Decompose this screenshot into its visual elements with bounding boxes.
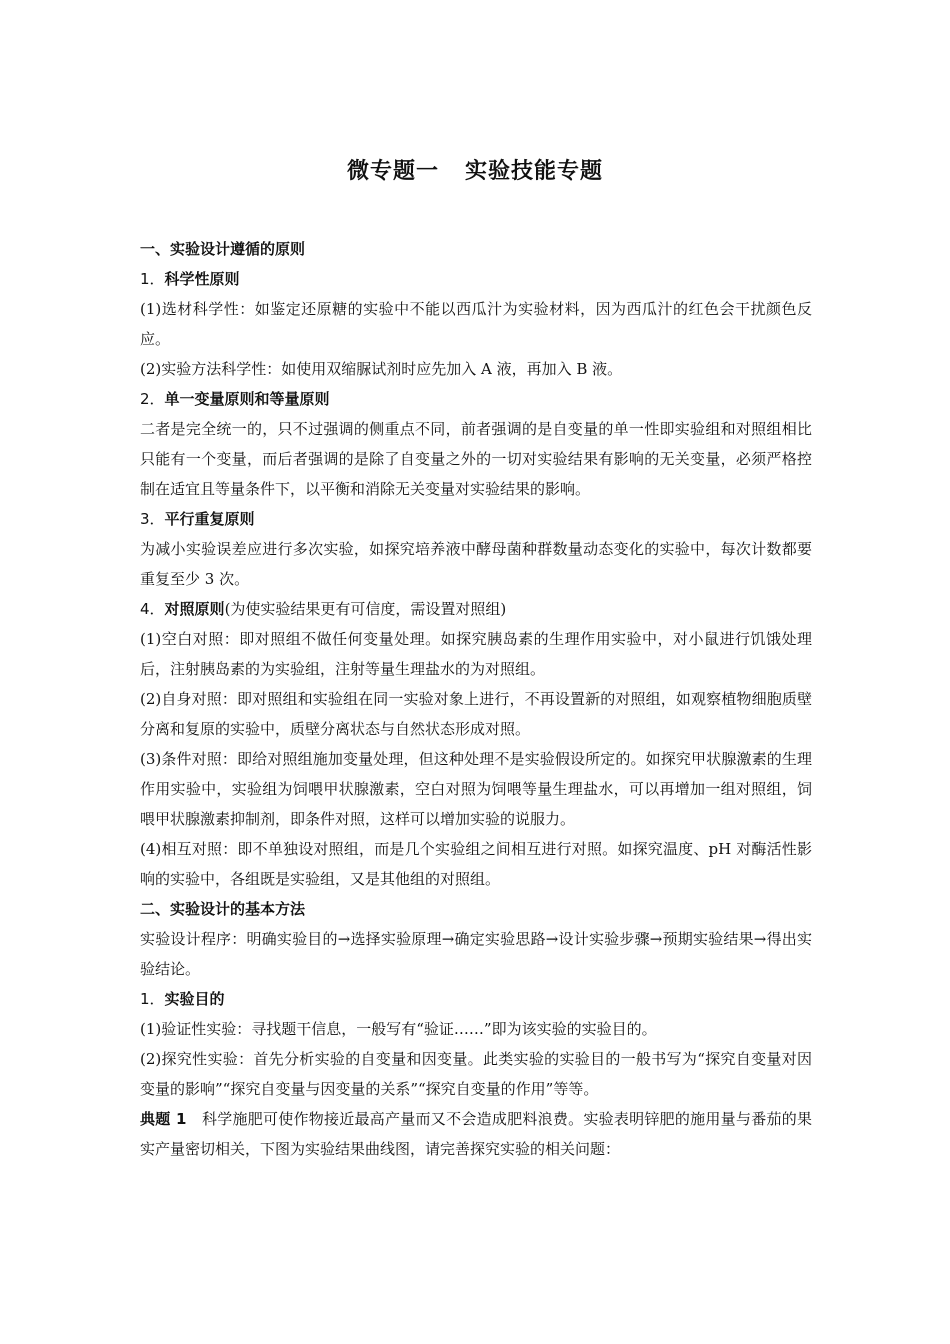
subheading-text: 对照原则: [164, 600, 225, 618]
subheading-number: 1．: [140, 990, 165, 1008]
subheading-repeat: [140, 504, 812, 534]
subheading-note: (为使实验结果更有可信度，需设置对照组): [224, 600, 507, 618]
subheading-number: 2．: [140, 390, 165, 408]
paragraph: (4)相互对照：即不单独设对照组，而是几个实验组之间相互进行对照。如探究温度、pH 对酶活性影响的实验中，各组既是实验组，又是其他组的对照组。: [140, 840, 812, 888]
subheading-scientific: [140, 264, 812, 294]
paragraph: 为减小实验误差应进行多次实验，如探究培养液中酵母菌种群数量动态变化的实验中，每次计数都要重复至少 3 次。: [140, 540, 812, 588]
subheading-number: 4．: [140, 600, 165, 618]
subheading-number: 3．: [140, 510, 165, 528]
paragraph: (2)自身对照：即对照组和实验组在同一实验对象上进行，不再设置新的对照组，如观察植物细胞质壁分离和复原的实验中，质壁分离状态与自然状态形成对照。: [140, 690, 812, 738]
paragraph: (3)条件对照：即给对照组施加变量处理，但这种处理不是实验假设所定的。如探究甲状腺激素的生理作用实验中，实验组为饲喂甲状腺激素，空白对照为饲喂等量生理盐水，可以再增加一组对照组，饲喂甲状腺激素抑制剂，即条件对照，这样可以增加实验的说服力。: [140, 750, 812, 828]
subheading-single-variable: [140, 384, 812, 414]
paragraph: (2)实验方法科学性：如使用双缩脲试剂时应先加入 A 液，再加入 B 液。: [140, 360, 623, 378]
subheading-number: 1．: [140, 270, 165, 288]
subheading-purpose: [140, 984, 812, 1014]
paragraph: (2)探究性实验：首先分析实验的自变量和因变量。此类实验的实验目的一般书写为“探究自变量对因变量的影响”“探究自变量与因变量的关系”“探究自变量的作用”等等。: [140, 1050, 812, 1098]
paragraph: 二者是完全统一的，只不过强调的侧重点不同，前者强调的是自变量的单一性即实验组和对照组相比只能有一个变量，而后者强调的是除了自变量之外的一切对实验结果有影响的无关变量，必须严格控制在适宜且等量条件下，以平衡和消除无关变量对实验结果的影响。: [140, 420, 812, 498]
example-text: 科学施肥可使作物接近最高产量而又不会造成肥料浪费。实验表明锌肥的施用量与番茄的果实产量密切相关，下图为实验结果曲线图，请完善探究实验的相关问题：: [140, 1110, 812, 1158]
subheading-control: [140, 594, 812, 624]
subheading-text: 科学性原则: [164, 270, 240, 288]
paragraph: (1)选材科学性：如鉴定还原糖的实验中不能以西瓜汁为实验材料，因为西瓜汁的红色会干扰颜色反应。: [140, 300, 812, 348]
subheading-text: 平行重复原则: [164, 510, 255, 528]
section-heading-2: 二、实验设计的基本方法: [140, 900, 306, 918]
example-paragraph: [140, 1104, 812, 1164]
subheading-text: 单一变量原则和等量原则: [164, 390, 330, 408]
paragraph: (1)空白对照：即对照组不做任何变量处理。如探究胰岛素的生理作用实验中，对小鼠进行饥饿处理后，注射胰岛素的为实验组，注射等量生理盐水的为对照组。: [140, 630, 812, 678]
example-label: 典题 1: [140, 1110, 187, 1128]
subheading-text: 实验目的: [164, 990, 225, 1008]
title-part-b: 实验技能专题: [465, 159, 604, 184]
section-heading-1: 一、实验设计遵循的原则: [140, 240, 306, 258]
document-body: [140, 234, 812, 1164]
paragraph: 实验设计程序：明确实验目的→选择实验原理→确定实验思路→设计实验步骤→预期实验结果→得出实验结论。: [140, 930, 812, 978]
title-part-a: 微专题一: [346, 159, 439, 184]
paragraph: (1)验证性实验：寻找题干信息，一般写有“验证……”即为该实验的实验目的。: [140, 1020, 657, 1038]
page-title: [0, 154, 950, 185]
